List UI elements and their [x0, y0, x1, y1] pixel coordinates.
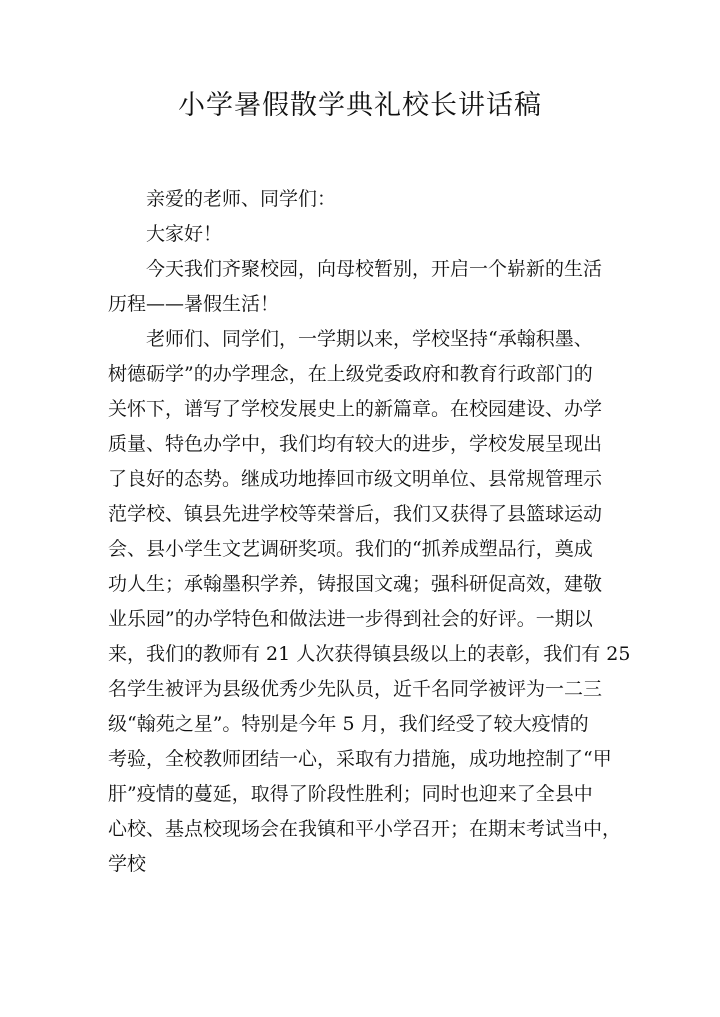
greeting-line: 大家好！ [146, 223, 223, 245]
paragraph-1-line-2: 历程——暑假生活！ [108, 293, 280, 315]
paragraph-2-line-14: 肝”疫情的蔓延，取得了阶段性胜利；同时也迎来了全县中 [108, 783, 593, 805]
paragraph-2-line-12: 级“翰苑之星”。特别是今年 5 月，我们经受了较大疫情的 [108, 713, 589, 735]
salutation-line: 亲爱的老师、同学们： [146, 188, 337, 210]
paragraph-2-line-13: 考验，全校教师团结一心，采取有力措施，成功地控制了“甲 [108, 748, 612, 770]
document-body [108, 182, 631, 882]
paragraph-2-line-2: 树德砺学”的办学理念，在上级党委政府和教育行政部门的 [108, 363, 593, 385]
paragraph-2-line-9: 业乐园”的办学特色和做法进一步得到社会的好评。一期以 [108, 608, 593, 630]
paragraph-2-line-3: 关怀下，谱写了学校发展史上的新篇章。在校园建设、办学 [108, 398, 603, 420]
paragraph-2-line-1: 老师们、同学们，一学期以来，学校坚持“承翰积墨、 [146, 328, 593, 350]
paragraph-2-line-8: 功人生；承翰墨积学养，铸报国文魂；强科研促高效，建敬 [108, 573, 603, 595]
document-title: 小学暑假散学典礼校长讲话稿 [178, 90, 542, 121]
paragraph-2-line-10: 来，我们的教师有 21 人次获得镇县级以上的表彰，我们有 25 [108, 643, 631, 665]
paragraph-2-line-16: 学校 [108, 853, 147, 875]
paragraph-2-line-7: 会、县小学生文艺调研奖项。我们的“抓养成塑品行，奠成 [108, 538, 593, 560]
paragraph-2-line-5: 了良好的态势。继成功地捧回市级文明单位、县常规管理示 [108, 468, 603, 490]
paragraph-2-line-6: 范学校、镇县先进学校等荣誉后，我们又获得了县篮球运动 [108, 503, 603, 525]
paragraph-2-line-15: 心校、基点校现场会在我镇和平小学召开；在期末考试当中， [108, 818, 622, 840]
paragraph-2-line-4: 质量、特色办学中，我们均有较大的进步，学校发展呈现出 [108, 433, 603, 455]
paragraph-2-line-11: 名学生被评为县级优秀少先队员，近千名同学被评为一二三 [108, 678, 603, 700]
paragraph-1-line-1: 今天我们齐聚校园，向母校暂别，开启一个崭新的生活 [146, 258, 603, 280]
